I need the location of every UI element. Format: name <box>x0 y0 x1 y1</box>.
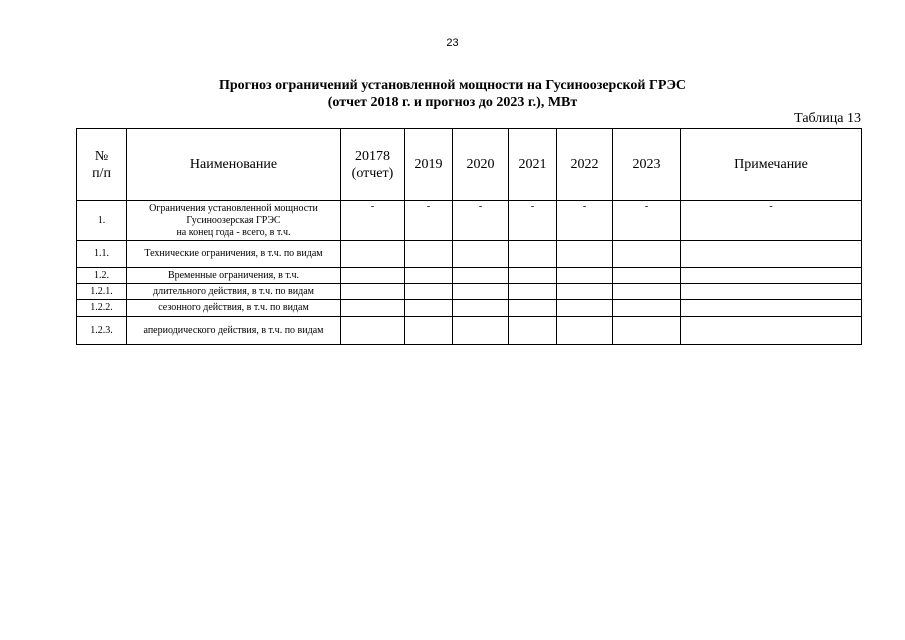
cell-2022 <box>557 300 613 317</box>
cell-2020 <box>453 268 509 284</box>
cell-note <box>681 317 862 345</box>
header-num-symbol: № <box>94 148 109 164</box>
title-line-2: (отчет 2018 г. и прогноз до 2023 г.), МВт <box>327 95 578 110</box>
row-num: 1.1. <box>77 241 127 268</box>
header-note: Примечание <box>681 129 862 201</box>
row-name-line: Ограничения установленной мощности <box>149 202 318 214</box>
cell-2018 <box>341 317 405 345</box>
cell-2023: - <box>613 201 681 241</box>
row-num: 1.2.1. <box>77 284 127 300</box>
table-row <box>77 300 862 317</box>
cell-2018 <box>341 268 405 284</box>
cell-2023 <box>613 241 681 268</box>
table-row <box>77 201 862 241</box>
cell-2018 <box>341 300 405 317</box>
cell-2020 <box>453 317 509 345</box>
cell-2020 <box>453 300 509 317</box>
header-name: Наименование <box>127 129 341 201</box>
cell-2020 <box>453 241 509 268</box>
header-year-2021: 2021 <box>509 129 557 201</box>
table-row <box>77 268 862 284</box>
table-row <box>77 241 862 268</box>
row-name-line: Гусиноозерская ГРЭС <box>186 214 281 226</box>
cell-2023 <box>613 268 681 284</box>
row-name: длительного действия, в т.ч. по видам <box>127 284 341 300</box>
cell-2022 <box>557 317 613 345</box>
header-year-2019: 2019 <box>405 129 453 201</box>
cell-2018: - <box>341 201 405 241</box>
cell-2023 <box>613 317 681 345</box>
cell-2021 <box>509 300 557 317</box>
table-label: Таблица 13 <box>794 111 861 126</box>
row-num: 1.2. <box>77 268 127 284</box>
header-year-2023: 2023 <box>613 129 681 201</box>
header-year-2018 <box>341 129 405 201</box>
cell-2023 <box>613 284 681 300</box>
cell-2019 <box>405 300 453 317</box>
cell-note <box>681 284 862 300</box>
row-name: сезонного действия, в т.ч. по видам <box>127 300 341 317</box>
cell-2021: - <box>509 201 557 241</box>
cell-note: - <box>681 201 862 241</box>
cell-2019 <box>405 241 453 268</box>
header-year-2018-value: 20178 <box>355 148 390 164</box>
row-num: 1.2.3. <box>77 317 127 345</box>
header-year-2022: 2022 <box>557 129 613 201</box>
header-year-2020: 2020 <box>453 129 509 201</box>
cell-2021 <box>509 317 557 345</box>
title-line-1: Прогноз ограничений установленной мощности на Гусиноозерской ГРЭС <box>218 78 687 93</box>
table-row <box>77 317 862 345</box>
cell-note <box>681 300 862 317</box>
cell-2022: - <box>557 201 613 241</box>
cell-2019 <box>405 284 453 300</box>
table-header-row <box>77 129 862 201</box>
cell-2021 <box>509 284 557 300</box>
cell-2021 <box>509 241 557 268</box>
cell-2022 <box>557 268 613 284</box>
cell-2021 <box>509 268 557 284</box>
row-num: 1.2.2. <box>77 300 127 317</box>
cell-2022 <box>557 284 613 300</box>
page-number: 23 <box>446 37 459 49</box>
row-num: 1. <box>77 201 127 241</box>
cell-2020: - <box>453 201 509 241</box>
cell-2022 <box>557 241 613 268</box>
cell-2019 <box>405 317 453 345</box>
cell-2023 <box>613 300 681 317</box>
cell-2018 <box>341 284 405 300</box>
header-num-abbr: п/п <box>92 165 111 181</box>
row-name <box>127 201 341 241</box>
row-name: апериодического действия, в т.ч. по видам <box>127 317 341 345</box>
cell-2019 <box>405 268 453 284</box>
row-name: Временные ограничения, в т.ч. <box>127 268 341 284</box>
cell-note <box>681 268 862 284</box>
cell-note <box>681 241 862 268</box>
header-year-2018-note: (отчет) <box>351 165 394 181</box>
page-title <box>0 77 905 111</box>
cell-2018 <box>341 241 405 268</box>
header-num <box>77 129 127 201</box>
cell-2020 <box>453 284 509 300</box>
table-row <box>77 284 862 300</box>
row-name-line: на конец года - всего, в т.ч. <box>176 226 291 238</box>
row-name: Технические ограничения, в т.ч. по видам <box>127 241 341 268</box>
forecast-table <box>76 128 862 345</box>
cell-2019: - <box>405 201 453 241</box>
